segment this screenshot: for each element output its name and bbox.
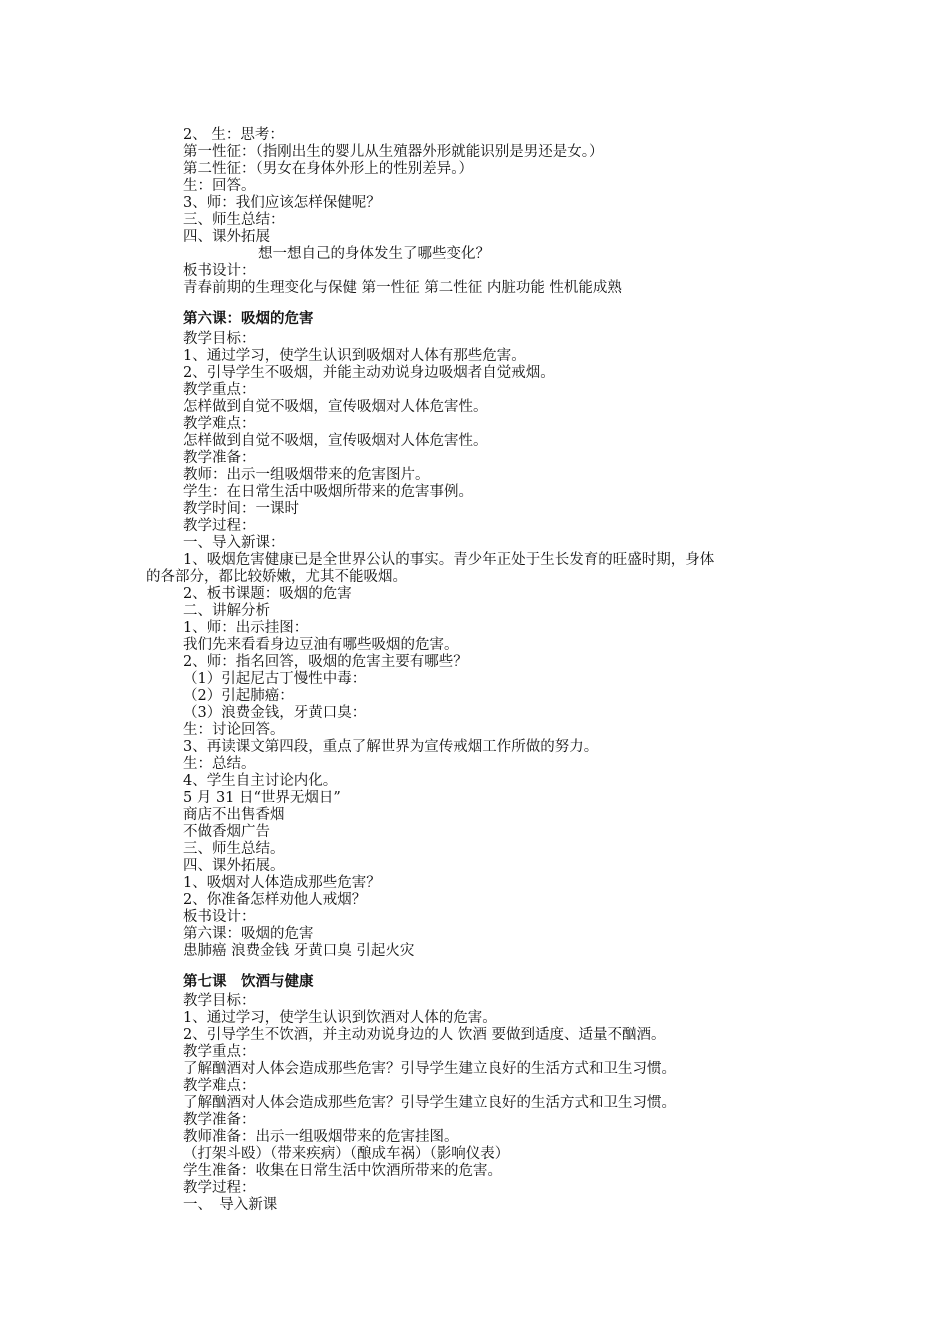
text-line: 三、师生总结： <box>183 212 285 228</box>
text-line: 教学难点： <box>183 416 256 432</box>
text-line: 生：回答。 <box>183 178 256 194</box>
text-line: 四、课外拓展。 <box>183 858 285 874</box>
text-line: 怎样做到自觉不吸烟，宣传吸烟对人体危害性。 <box>183 433 488 449</box>
text-line: 一、 导入新课 <box>183 1197 278 1213</box>
text-line: 板书设计： <box>183 263 256 279</box>
text-line: 2、师：指名回答，吸烟的危害主要有哪些？ <box>183 654 468 670</box>
text-line: 教学时间：一课时 <box>183 501 299 517</box>
lesson-6-heading: 第六课：吸烟的危害 <box>183 311 314 327</box>
text-line: 1、吸烟危害健康已是全世界公认的事实。青少年正处于生长发育的旺盛时期，身体 <box>183 552 715 568</box>
text-line: 2、 生：思考： <box>183 127 284 143</box>
text-line: 教师准备：出示一组吸烟带来的危害挂图。 <box>183 1129 459 1145</box>
text-line: （3）浪费金钱，牙黄口臭： <box>183 705 367 721</box>
text-line: 了解酗酒对人体会造成那些危害？引导学生建立良好的生活方式和卫生习惯。 <box>183 1061 676 1077</box>
text-line: 学生准备：收集在日常生活中饮酒所带来的危害。 <box>183 1163 502 1179</box>
text-line: 了解酗酒对人体会造成那些危害？引导学生建立良好的生活方式和卫生习惯。 <box>183 1095 676 1111</box>
text-line: 患肺癌 浪费金钱 牙黄口臭 引起火灾 <box>183 943 415 959</box>
text-line: （打架斗殴）（带来疾病）（酿成车祸）（影响仪表） <box>183 1146 510 1162</box>
text-line: 1、师：出示挂图： <box>183 620 309 636</box>
text-line: 商店不出售香烟 <box>183 807 285 823</box>
text-line: 生：讨论回答。 <box>183 722 285 738</box>
text-line: 不做香烟广告 <box>183 824 270 840</box>
text-line: （2）引起肺癌： <box>183 688 294 704</box>
text-line: 一、导入新课： <box>183 535 285 551</box>
text-line: 5 月 31 日“世界无烟日” <box>183 790 341 806</box>
text-line: 教学准备： <box>183 450 256 466</box>
text-line: 2、引导学生不吸烟，并能主动劝说身边吸烟者自觉戒烟。 <box>183 365 555 381</box>
text-line: 教学重点： <box>183 382 256 398</box>
text-line: 第二性征：（男女在身体外形上的性别差异。） <box>183 161 473 177</box>
text-line: （1）引起尼古丁慢性中毒： <box>183 671 367 687</box>
text-line: 三、师生总结。 <box>183 841 285 857</box>
text-line: 1、吸烟对人体造成那些危害？ <box>183 875 381 891</box>
lesson-7-heading: 第七课 饮酒与健康 <box>183 974 314 990</box>
text-line: 1、通过学习，使学生认识到吸烟对人体有那些危害。 <box>183 348 526 364</box>
text-line: 2、你准备怎样劝他人戒烟？ <box>183 892 367 908</box>
text-line: 教学过程： <box>183 518 256 534</box>
text-line: 的各部分，都比较娇嫩，尤其不能吸烟。 <box>146 569 407 585</box>
text-line: 想一想自己的身体发生了哪些变化？ <box>258 246 490 262</box>
text-line: 青春前期的生理变化与保健 第一性征 第二性征 内脏功能 性机能成熟 <box>183 280 622 296</box>
text-line: 第一性征：（指刚出生的婴儿从生殖器外形就能识别是男还是女。） <box>183 144 604 160</box>
text-line: 教学难点： <box>183 1078 256 1094</box>
text-line: 四、课外拓展 <box>183 229 270 245</box>
text-line: 教学准备： <box>183 1112 256 1128</box>
text-line: 3、再读课文第四段，重点了解世界为宣传戒烟工作所做的努力。 <box>183 739 599 755</box>
text-line: 3、师：我们应该怎样保健呢？ <box>183 195 381 211</box>
text-line: 板书设计： <box>183 909 256 925</box>
text-line: 怎样做到自觉不吸烟，宣传吸烟对人体危害性。 <box>183 399 488 415</box>
text-line: 教学重点： <box>183 1044 256 1060</box>
text-line: 4、学生自主讨论内化。 <box>183 773 338 789</box>
text-line: 第六课：吸烟的危害 <box>183 926 314 942</box>
text-line: 教学目标： <box>183 331 256 347</box>
text-line: 生：总结。 <box>183 756 256 772</box>
text-line: 我们先来看看身边豆油有哪些吸烟的危害。 <box>183 637 459 653</box>
text-line: 教学目标： <box>183 993 256 1009</box>
text-line: 1、通过学习，使学生认识到饮酒对人体的危害。 <box>183 1010 497 1026</box>
text-line: 2、板书课题：吸烟的危害 <box>183 586 352 602</box>
text-line: 二、讲解分析 <box>183 603 270 619</box>
text-line: 学生：在日常生活中吸烟所带来的危害事例。 <box>183 484 473 500</box>
text-line: 2、引导学生不饮酒，并主动劝说身边的人 饮酒 要做到适度、适量不酗酒。 <box>183 1027 666 1043</box>
text-line: 教学过程： <box>183 1180 256 1196</box>
text-line: 教师：出示一组吸烟带来的危害图片。 <box>183 467 430 483</box>
